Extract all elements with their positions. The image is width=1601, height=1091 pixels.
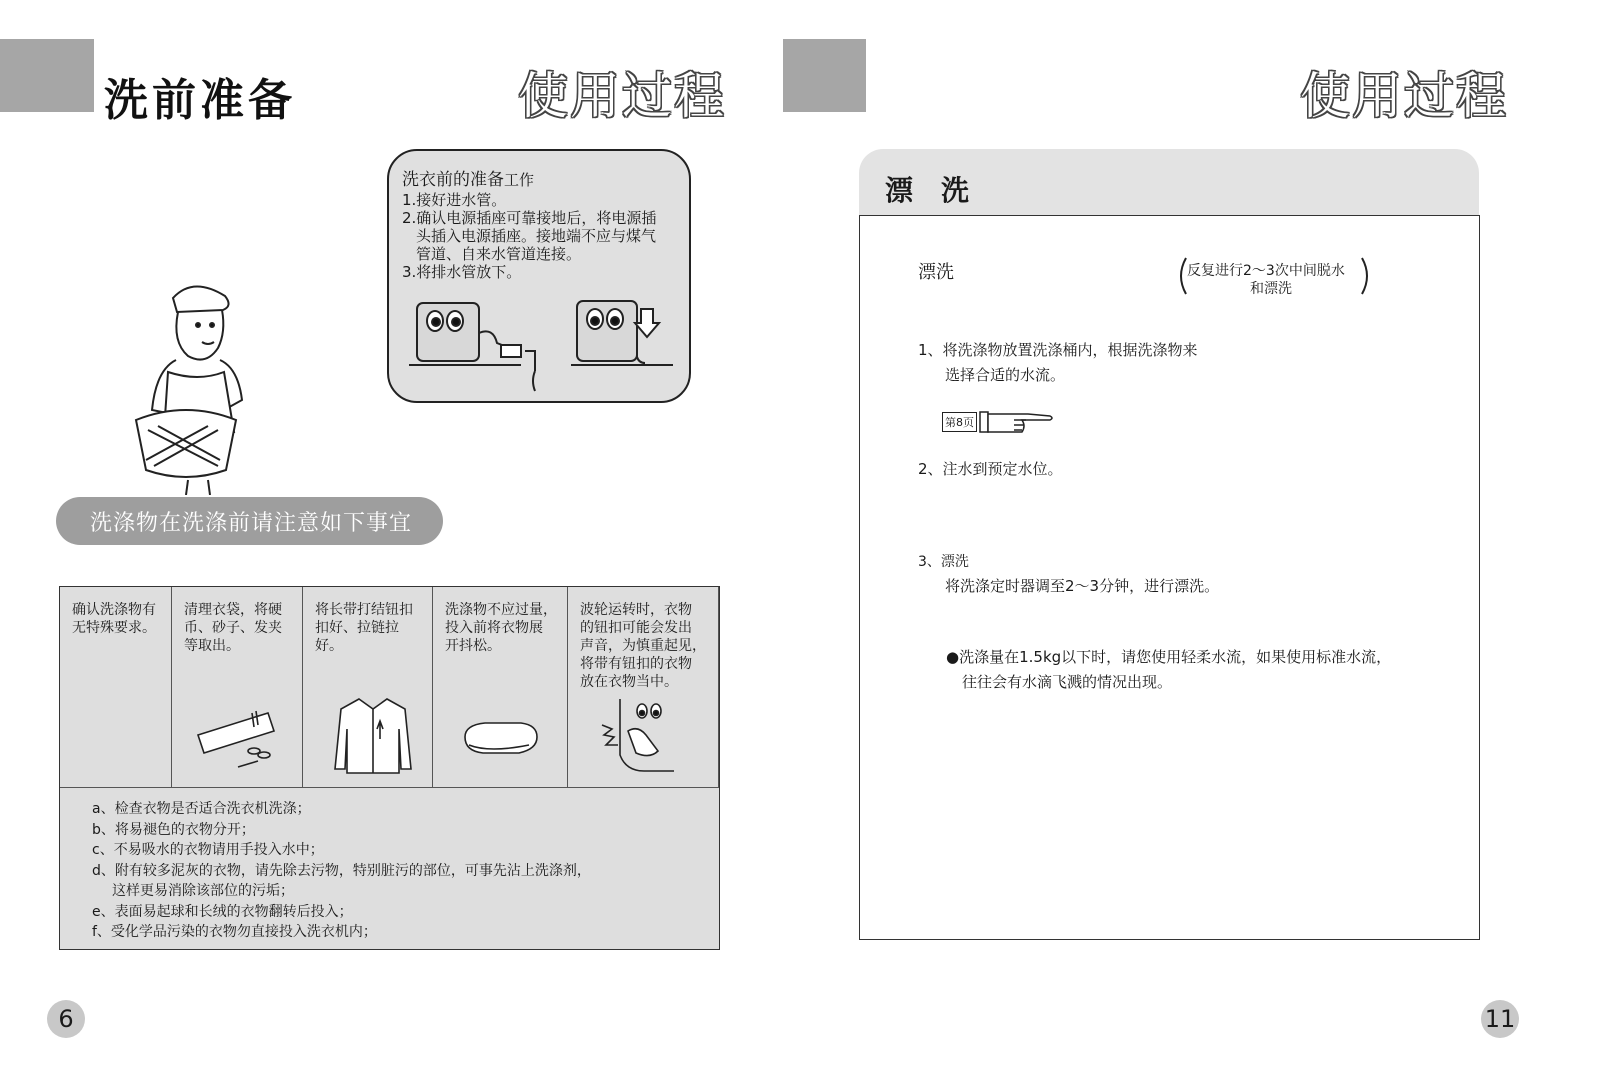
folded-cloth-icon bbox=[459, 715, 543, 765]
tips-cell-1 bbox=[60, 587, 172, 787]
note-item: d、附有较多泥灰的衣物，请先除去污物，特别脏污的部位，可事先沾上洗涤剂， bbox=[92, 862, 591, 879]
prep-step-1: 1.接好进水管。 bbox=[402, 191, 507, 209]
bracket-note-line-1: 反复进行2～3次中间脱水 bbox=[1187, 263, 1345, 279]
step-1-line-2: 选择合适的水流。 bbox=[945, 366, 1066, 384]
tip-line-1: ●洗涤量在1.5kg以下时，请您使用轻柔水流，如果使用标准水流， bbox=[946, 648, 1392, 666]
note-item: e、表面易起球和长绒的衣物翻转后投入； bbox=[92, 903, 353, 920]
bracket-right-icon bbox=[1360, 256, 1372, 296]
tips-cell-3-line: 将长带打结钮扣 bbox=[315, 602, 413, 618]
prep-heading-main: 洗衣前的准备 bbox=[402, 170, 504, 190]
prep-step-3: 3.将排水管放下。 bbox=[402, 263, 522, 281]
tips-cell-2-line: 币、砂子、发夹 bbox=[184, 620, 282, 636]
right-header-title: 使用过程 bbox=[1300, 67, 1508, 125]
tips-cell-5-line: 将带有钮扣的衣物 bbox=[580, 656, 692, 672]
rinse-subtitle: 漂洗 bbox=[918, 262, 954, 283]
button-noise-icon bbox=[598, 695, 682, 777]
tips-cell-4-line: 洗涤物不应过量， bbox=[445, 602, 557, 618]
note-item: b、将易褪色的衣物分开； bbox=[92, 821, 255, 838]
prep-heading-suffix: 工作 bbox=[504, 171, 535, 189]
pointing-hand-icon bbox=[978, 408, 1054, 436]
tips-cell-4 bbox=[433, 587, 568, 787]
bracket-note bbox=[1176, 256, 1372, 296]
tips-cell-1-line: 无特殊要求。 bbox=[72, 620, 156, 636]
tips-cell-1-line: 确认洗涤物有 bbox=[72, 602, 156, 618]
shirt-icon bbox=[333, 695, 413, 775]
tips-cell-5-line: 声音，为慎重起见， bbox=[580, 638, 706, 654]
note-item: f、受化学品污染的衣物勿直接投入洗衣机内； bbox=[92, 924, 377, 940]
prep-heading bbox=[402, 171, 534, 189]
tips-cell-2-line: 等取出。 bbox=[184, 638, 240, 654]
rinse-panel-title: 漂 洗 bbox=[885, 174, 970, 207]
tips-cell-2-line: 清理衣袋，将硬 bbox=[184, 602, 282, 618]
tips-cell-5-line: 波轮运转时，衣物 bbox=[580, 602, 692, 618]
page-ref bbox=[942, 408, 1054, 436]
tips-cell-3-line: 扣好、拉链拉好。 bbox=[315, 620, 399, 654]
left-header-block bbox=[0, 39, 94, 112]
notice-pill: 洗涤物在洗涤前请注意如下事宜 bbox=[56, 497, 443, 545]
note-item: 这样更易消除该部位的污垢； bbox=[112, 883, 294, 899]
pocket-items-icon bbox=[194, 705, 286, 773]
tips-cell-5 bbox=[568, 587, 719, 787]
woman-with-basket-illustration bbox=[128, 280, 250, 495]
tips-cell-5-line: 的钮扣可能会发出 bbox=[580, 620, 692, 636]
washing-notes bbox=[92, 799, 591, 943]
page-number-right: 11 bbox=[1481, 1000, 1519, 1038]
note-item: c、不易吸水的衣物请用手投入水中； bbox=[92, 842, 324, 858]
right-header-block bbox=[783, 39, 866, 112]
tips-cell-5-line: 放在衣物当中。 bbox=[580, 674, 678, 690]
prep-step-2c: 管道、自来水管道连接。 bbox=[416, 245, 582, 263]
tips-cell-2 bbox=[172, 587, 303, 787]
step-1-line-1: 1、将洗涤物放置洗涤桶内，根据洗涤物来 bbox=[918, 341, 1198, 359]
tips-cell-3 bbox=[303, 587, 433, 787]
left-header-title: 使用过程 bbox=[518, 67, 726, 125]
section-title: 洗前准备 bbox=[104, 75, 296, 126]
prep-box bbox=[387, 149, 691, 403]
tips-cell-4-line: 投入前将衣物展 bbox=[445, 620, 543, 636]
note-item: a、检查衣物是否适合洗衣机洗涤； bbox=[92, 801, 311, 817]
rinse-panel-header bbox=[859, 149, 1479, 217]
page-ref-label: 第8页 bbox=[942, 412, 977, 432]
prep-step-2b: 头插入电源插座。接地端不应与煤气 bbox=[416, 227, 657, 245]
washing-machines-illustration bbox=[401, 289, 677, 395]
tips-cell-4-line: 开抖松。 bbox=[445, 638, 501, 654]
step-3-title: 3、漂洗 bbox=[918, 554, 969, 570]
bracket-note-line-2: 和漂洗 bbox=[1250, 281, 1292, 297]
tip-line-2: 往往会有水滴飞溅的情况出现。 bbox=[962, 673, 1173, 691]
rinse-panel-body bbox=[859, 215, 1480, 940]
tips-table-divider bbox=[60, 787, 719, 788]
tips-table bbox=[59, 586, 720, 950]
step-3-body: 将洗涤定时器调至2～3分钟，进行漂洗。 bbox=[945, 577, 1220, 595]
prep-step-2: 2.确认电源插座可靠接地后，将电源插 bbox=[402, 209, 657, 227]
step-2: 2、注水到预定水位。 bbox=[918, 460, 1063, 478]
page-number-left: 6 bbox=[47, 1000, 85, 1038]
